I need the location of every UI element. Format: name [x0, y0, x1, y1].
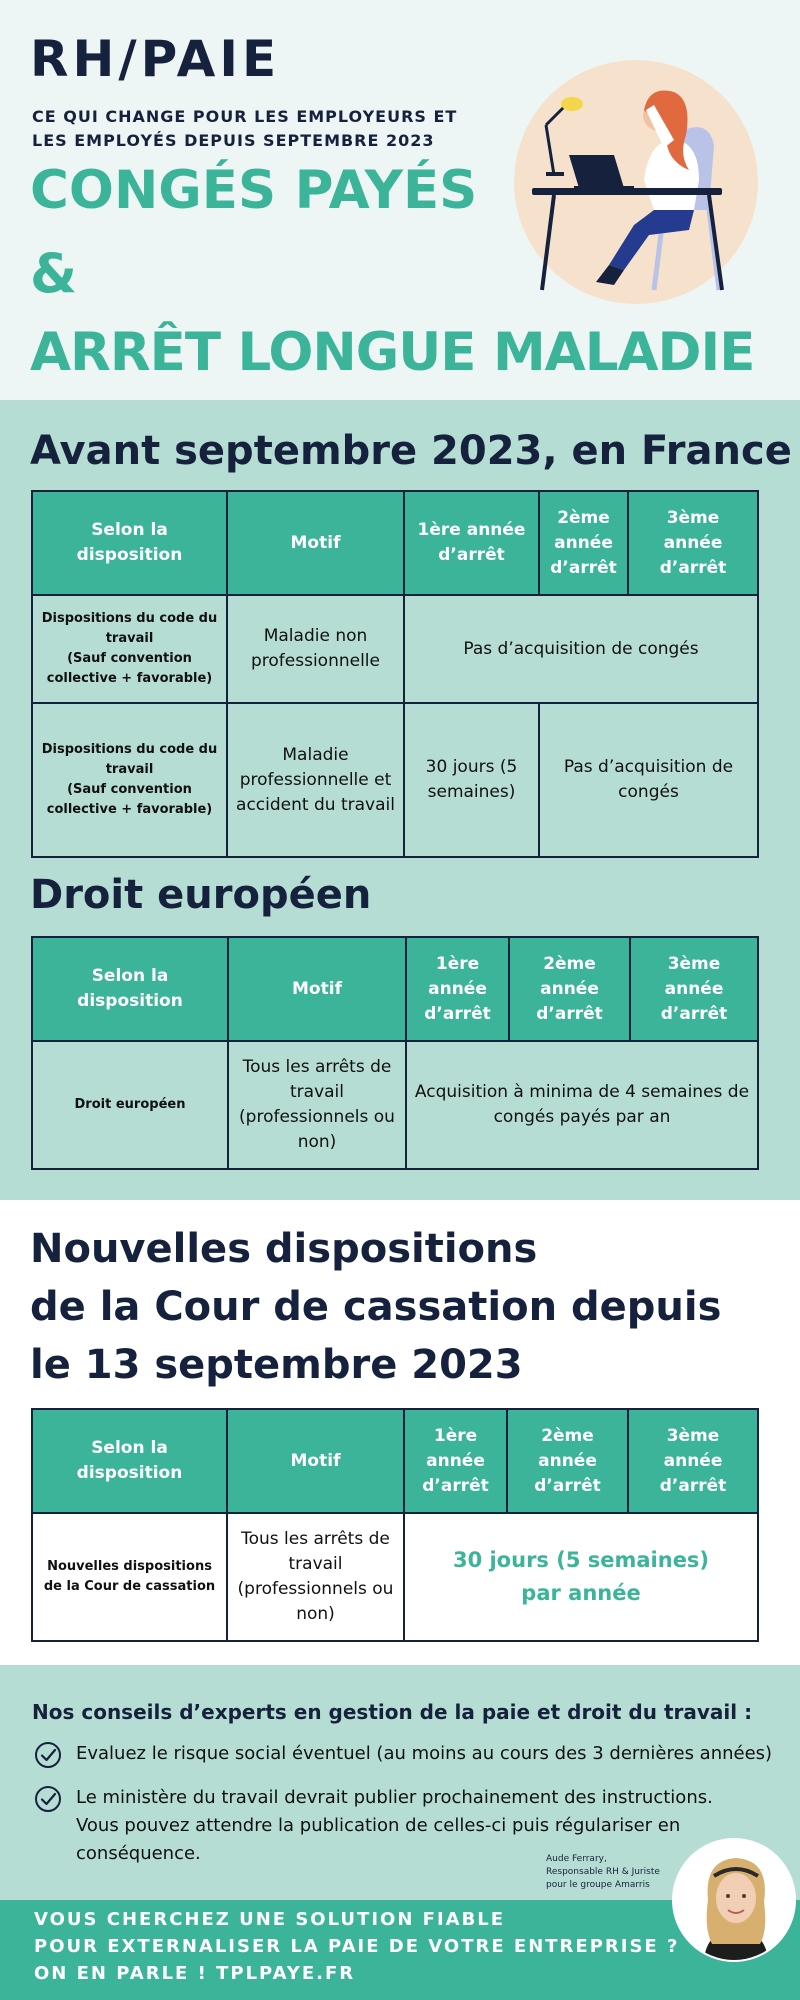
author-role: Responsable RH & Juriste — [546, 1867, 660, 1877]
section-title-europe: Droit européen — [30, 872, 372, 918]
row-label-main: Dispositions du code du travail — [41, 742, 218, 777]
row-label-note: (Sauf convention collective + favorable) — [46, 651, 213, 686]
header-year-1: 1ère année d’arrêt — [406, 937, 509, 1041]
check-circle-icon — [34, 1741, 62, 1769]
row-motif: Maladie non professionnelle — [227, 595, 404, 703]
advice-item — [34, 1740, 800, 1769]
table-row — [32, 595, 758, 703]
row-year-1-value: 30 jours (5 semaines) — [404, 703, 539, 857]
headline-arret-maladie: ARRÊT LONGUE MALADIE — [30, 322, 755, 383]
row-label: Droit européen — [32, 1041, 228, 1169]
cta-line: POUR EXTERNALISER LA PAIE DE VOTRE ENTREPRISE ? — [34, 1936, 680, 1957]
row-value: Acquisition à minima de 4 semaines de congés payés par an — [406, 1041, 758, 1169]
table-row — [32, 703, 758, 857]
section-title-line: de la Cour de cassation depuis — [30, 1284, 722, 1330]
author-company: pour le groupe Amarris — [546, 1880, 650, 1890]
header-disposition: Selon la disposition — [32, 937, 228, 1041]
headline-conges-payes: CONGÉS PAYÉS — [30, 160, 478, 221]
section-title-line: Nouvelles dispositions — [30, 1226, 538, 1272]
hero-subtitle: CE QUI CHANGE POUR LES EMPLOYEURS ET LES EMPLOYÉS DEPUIS SEPTEMBRE 2023 — [32, 107, 458, 150]
woman-tired-at-desk-icon — [514, 60, 758, 304]
header-disposition: Selon la disposition — [32, 1409, 227, 1513]
author-name: Aude Ferrary, — [546, 1854, 607, 1864]
row-label — [32, 595, 227, 703]
headline-ampersand: & — [30, 242, 78, 305]
table-row — [32, 1513, 758, 1641]
row-value-highlight — [404, 1513, 758, 1641]
table-europe — [31, 936, 759, 1170]
header-motif: Motif — [227, 491, 404, 595]
row-label — [32, 703, 227, 857]
row-value: Pas d’acquisition de congés — [404, 595, 758, 703]
cta-text — [34, 1906, 679, 1987]
header-year-1: 1ère année d’arrêt — [404, 491, 539, 595]
highlight-line: par année — [521, 1581, 641, 1605]
row-label: Nouvelles dispositions de la Cour de cassation — [32, 1513, 227, 1641]
cta-line — [34, 1960, 679, 1987]
header-year-2: 2ème année d’arrêt — [539, 491, 628, 595]
section-title-cassation — [30, 1220, 721, 1394]
row-value: Pas d’acquisition de congés — [539, 703, 758, 857]
header-motif: Motif — [228, 937, 406, 1041]
advice-title: Nos conseils d’experts en gestion de la paie et droit du travail : — [32, 1700, 753, 1724]
author-portrait-icon — [672, 1838, 796, 1962]
row-label-main: Dispositions du code du travail — [41, 611, 218, 646]
advice-text: Le ministère du travail devrait publier prochainement des instructions. Vous pouvez attendre la publication de celles-ci puis régulariser en conséquence. — [76, 1787, 713, 1864]
table-france — [31, 490, 759, 858]
header-year-3: 3ème année d’arrêt — [630, 937, 758, 1041]
header-disposition: Selon la disposition — [32, 491, 227, 595]
row-motif: Tous les arrêts de travail (professionnels ou non) — [227, 1513, 404, 1641]
section-title-line: le 13 septembre 2023 — [30, 1342, 523, 1388]
row-motif: Tous les arrêts de travail (professionnels ou non) — [228, 1041, 406, 1169]
brand-title: RH/PAIE — [30, 30, 281, 88]
cta-line: VOUS CHERCHEZ UNE SOLUTION FIABLE — [34, 1909, 506, 1930]
header-year-2: 2ème année d’arrêt — [509, 937, 630, 1041]
author-credit — [546, 1853, 686, 1892]
website-link[interactable]: TPLPAYE.FR — [216, 1963, 356, 1984]
table-row — [32, 1041, 758, 1169]
section-title-france: Avant septembre 2023, en France — [30, 428, 792, 474]
row-motif: Maladie professionnelle et accident du travail — [227, 703, 404, 857]
header-year-3: 3ème année d’arrêt — [628, 1409, 758, 1513]
header-year-3: 3ème année d’arrêt — [628, 491, 758, 595]
check-circle-icon — [34, 1785, 62, 1813]
highlight-line: 30 jours (5 semaines) — [452, 1548, 710, 1572]
advice-text: Evaluez le risque social éventuel (au moins au cours des 3 dernières années) — [76, 1743, 773, 1764]
header-year-2: 2ème année d’arrêt — [507, 1409, 628, 1513]
hero-section — [0, 0, 800, 400]
table-cassation — [31, 1408, 759, 1642]
row-label-note: (Sauf convention collective + favorable) — [46, 782, 213, 817]
header-motif: Motif — [227, 1409, 404, 1513]
header-year-1: 1ère année d’arrêt — [404, 1409, 507, 1513]
cta-prefix: ON EN PARLE ! — [34, 1963, 217, 1984]
